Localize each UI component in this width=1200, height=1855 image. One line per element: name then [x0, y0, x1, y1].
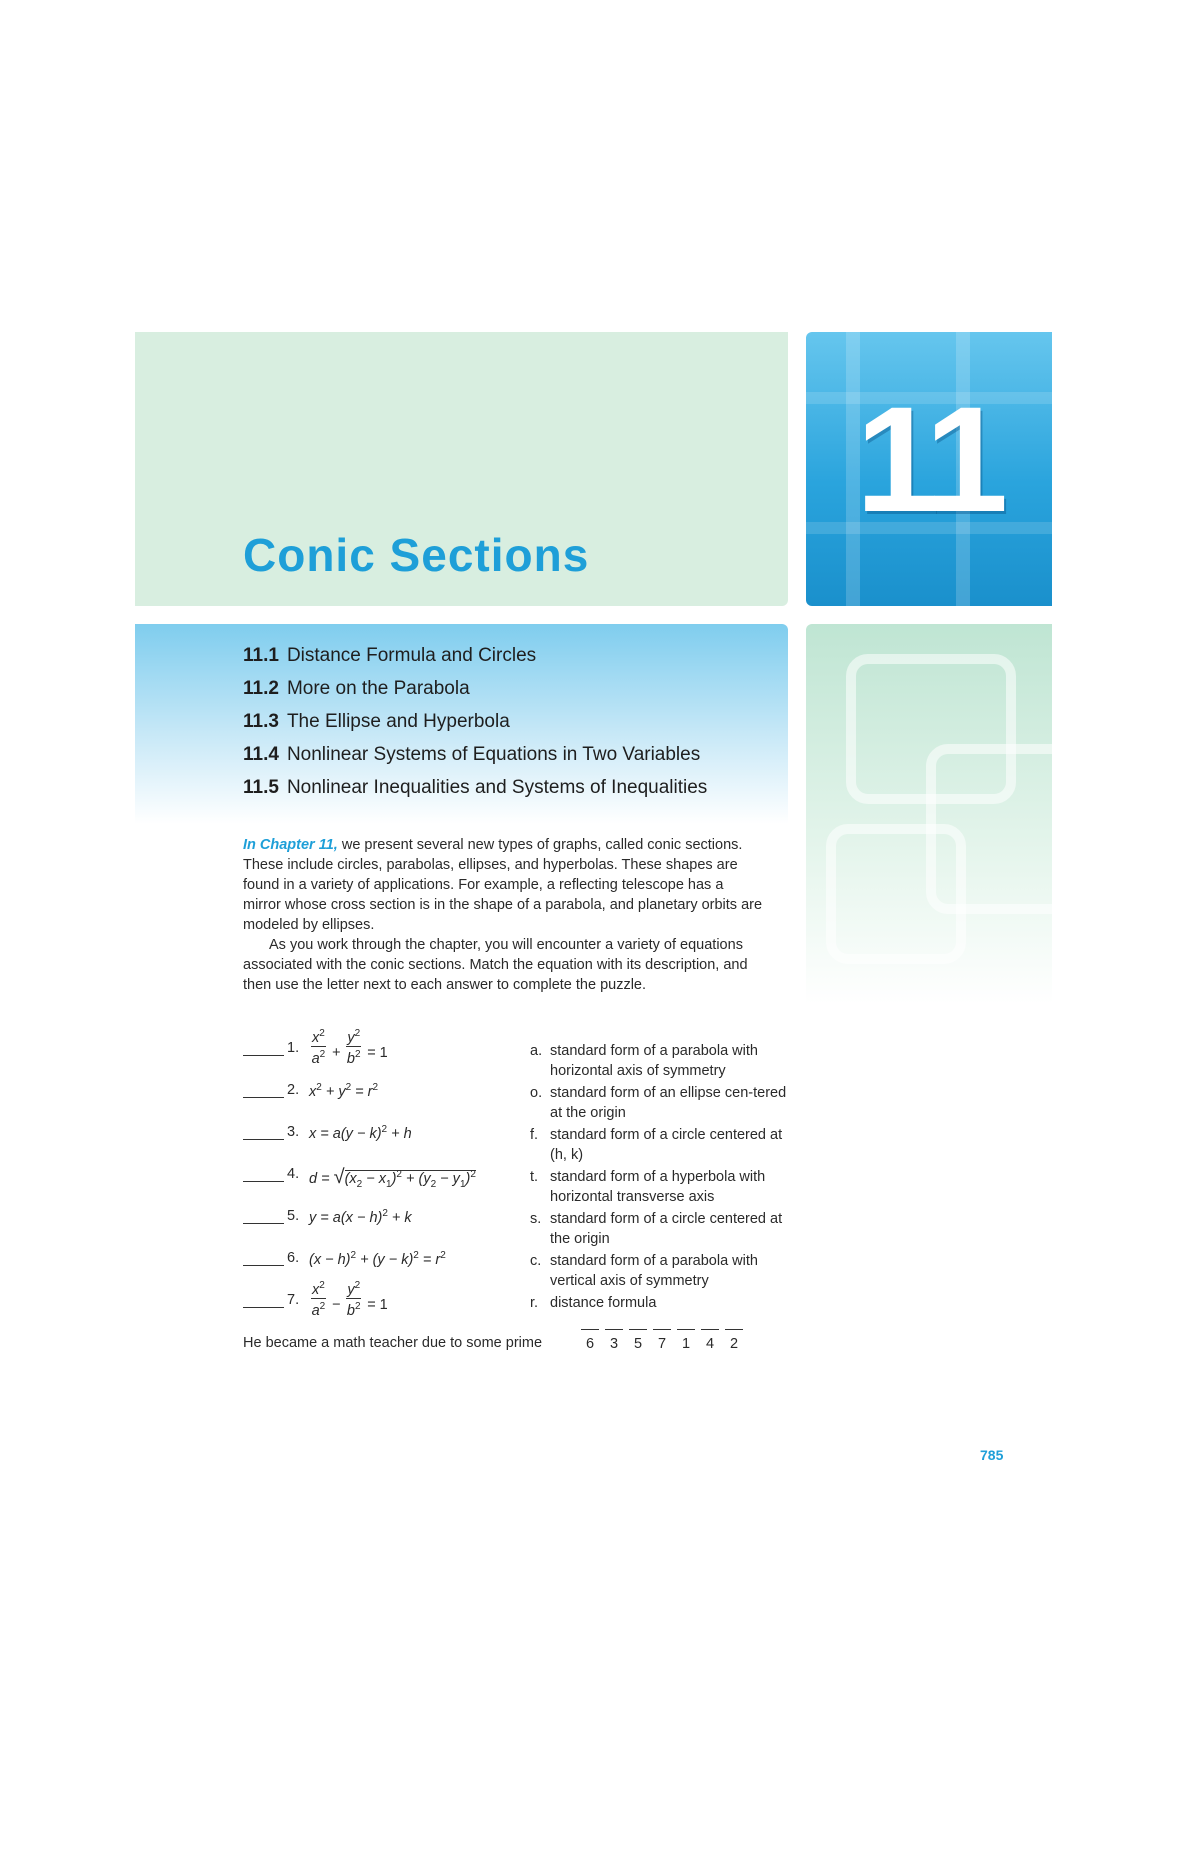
description-text: distance formula: [550, 1295, 657, 1311]
toc-item: [243, 711, 707, 744]
description-text: standard form of an ellipse cen-tered at the origin: [550, 1085, 787, 1121]
chapter-intro: [243, 835, 763, 995]
puzzle-slot[interactable]: 2: [725, 1329, 743, 1352]
toc-number: 11.3: [243, 711, 279, 732]
equation-number: 4.: [287, 1166, 300, 1182]
equation-row: [243, 1208, 483, 1248]
equation-math: $x = a(y - k)^2 + h$: [309, 1124, 412, 1142]
puzzle-slot[interactable]: 3: [605, 1329, 623, 1352]
equation-row: [243, 1028, 483, 1080]
description-letter: c.: [530, 1253, 542, 1269]
equation-math: $\frac{x^2}{a^2}$ − $\frac{y^2}{b^2}$ = 1: [311, 1280, 388, 1319]
answer-blank[interactable]: [243, 1166, 284, 1182]
toc-list: [243, 645, 707, 810]
decorative-panel: [806, 624, 1052, 1004]
toc-item: [243, 777, 707, 810]
puzzle-slot[interactable]: 4: [701, 1329, 719, 1352]
answer-blank[interactable]: [243, 1040, 284, 1056]
puzzle-slot[interactable]: 6: [581, 1329, 599, 1352]
description-letter: f.: [530, 1127, 539, 1143]
puzzle-slot[interactable]: 5: [629, 1329, 647, 1352]
toc-label: The Ellipse and Hyperbola: [286, 711, 510, 732]
description-text: standard form of a parabola with vertical axis of symmetry: [550, 1253, 758, 1289]
toc-label: Nonlinear Inequalities and Systems of Inequalities: [286, 777, 708, 798]
toc-number: 11.1: [243, 645, 279, 666]
toc-number: 11.5: [243, 777, 279, 798]
equation-math: $y = a(x - h)^2 + k$: [309, 1208, 412, 1226]
intro-lead: In Chapter 11,: [243, 837, 338, 853]
equation-row: [243, 1250, 483, 1290]
equation-math: $x^2 + y^2 = r^2$: [309, 1082, 379, 1100]
answer-blank[interactable]: [243, 1124, 284, 1140]
equation-math: $(x - h)^2 + (y - k)^2 = r^2$: [309, 1250, 446, 1268]
equation-number: 3.: [287, 1124, 300, 1140]
chapter-number-tile: [806, 332, 1052, 606]
toc-item: [243, 678, 707, 711]
description-text: standard form of a parabola with horizontal axis of symmetry: [550, 1043, 758, 1079]
toc-label: Distance Formula and Circles: [286, 645, 537, 666]
toc-label: More on the Parabola: [286, 678, 470, 699]
description-letter: r.: [530, 1295, 539, 1311]
toc-number: 11.2: [243, 678, 279, 699]
equation-row: [243, 1166, 483, 1206]
puzzle-slot[interactable]: 1: [677, 1329, 695, 1352]
equation-row: [243, 1082, 483, 1122]
toc-item: [243, 645, 707, 678]
equation-row: [243, 1124, 483, 1164]
description-letter: t.: [530, 1169, 539, 1185]
intro-text: we present several new types of graphs, called conic sections. These include circles, parabolas, ellipses, and hyperbolas. These shapes are found in a variety of applications. For example, a reflecting telescope has a mirror whose cross section is in the shape of a parabola, and planetary orbits are modeled by ellipses.: [243, 837, 763, 933]
equation-number: 7.: [287, 1292, 300, 1308]
equation-number: 2.: [287, 1082, 300, 1098]
puzzle-text: He became a math teacher due to some prime: [243, 1335, 543, 1351]
chapter-number: 11: [855, 375, 1003, 543]
description-text: standard form of a circle centered at (h, k): [550, 1127, 783, 1163]
answer-blank[interactable]: [243, 1082, 284, 1098]
answer-blank[interactable]: [243, 1250, 284, 1266]
intro-paragraph: As you work through the chapter, you will encounter a variety of equations associated with the conic sections. Match the equation with its description, and then use the letter next to each answer to complete the puzzle.: [243, 937, 748, 993]
toc-label: Nonlinear Systems of Equations in Two Variables: [286, 744, 701, 765]
equation-number: 5.: [287, 1208, 300, 1224]
equation-number: 6.: [287, 1250, 300, 1266]
puzzle-slots: [581, 1329, 749, 1352]
answer-blank[interactable]: [243, 1208, 284, 1224]
chapter-title: Conic Sections: [243, 529, 590, 581]
puzzle-slot[interactable]: 7: [653, 1329, 671, 1352]
intro-paragraph: [243, 835, 763, 935]
toc-item: [243, 744, 707, 777]
description-letter: o.: [530, 1085, 543, 1101]
equation-number: 1.: [287, 1040, 300, 1056]
description-text: standard form of a hyperbola with horizontal transverse axis: [550, 1169, 766, 1205]
description-text: standard form of a circle centered at the origin: [550, 1211, 783, 1247]
decorative-ring: [826, 824, 966, 964]
equation-row: [243, 1280, 483, 1332]
description-letter: s.: [530, 1211, 542, 1227]
equation-math: $d = √(x_2 - x_1)^2 + (y_2 - y_1)^2$: [309, 1166, 476, 1190]
equation-math: $\frac{x^2}{a^2}$ + $\frac{y^2}{b^2}$ = 1: [311, 1028, 388, 1067]
page-number: 785: [980, 1447, 1004, 1463]
toc-number: 11.4: [243, 744, 279, 765]
puzzle-line: [243, 1335, 739, 1352]
description-letter: a.: [530, 1043, 543, 1059]
answer-blank[interactable]: [243, 1292, 284, 1308]
chapter-title-panel: [135, 332, 788, 606]
